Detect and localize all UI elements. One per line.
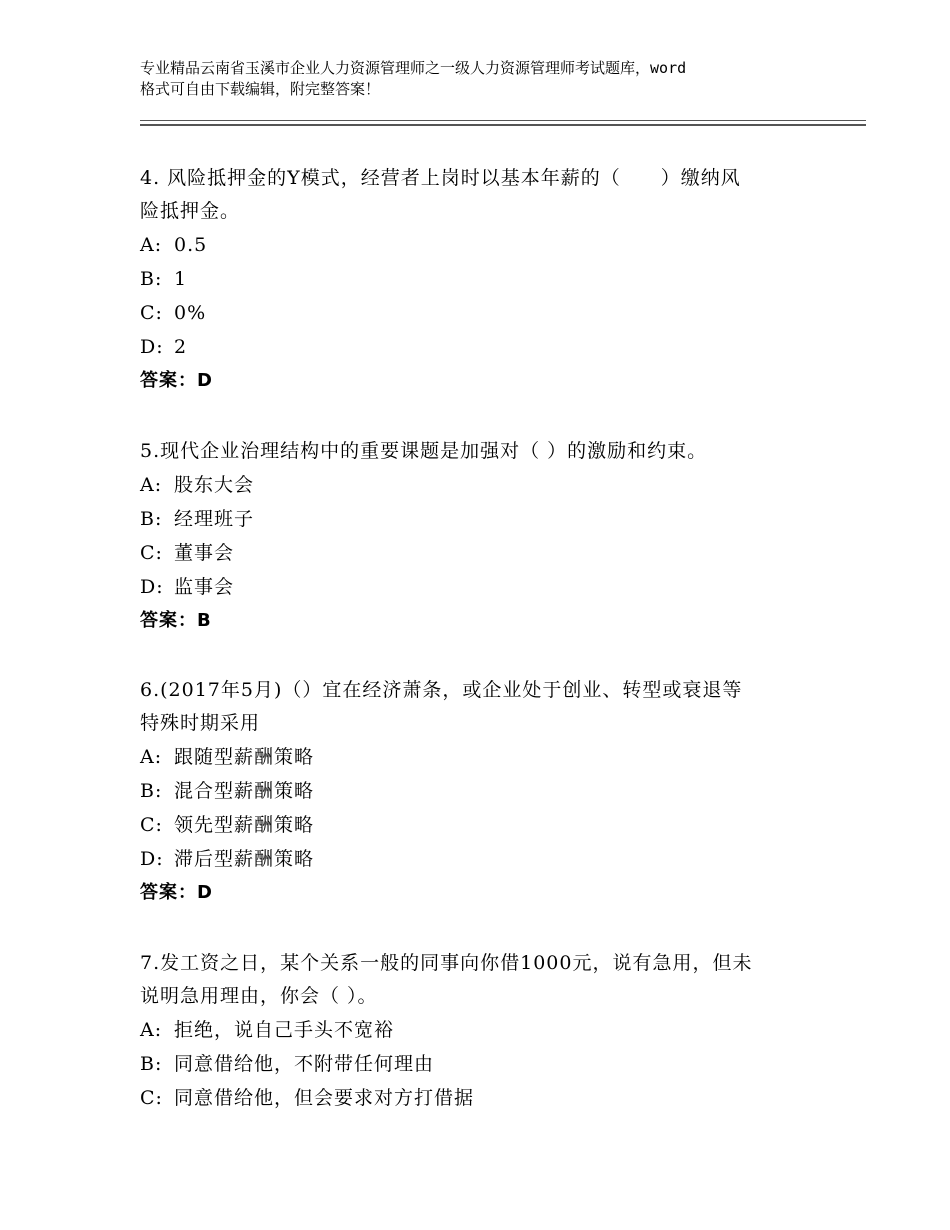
- option-a: [140, 228, 810, 262]
- option-text: 1: [174, 268, 188, 290]
- option-letter: C:: [140, 542, 163, 564]
- option-text: 股东大会: [174, 474, 255, 496]
- option-b: [140, 262, 810, 296]
- question-7: [140, 947, 810, 1115]
- option-text: 董事会: [174, 542, 235, 564]
- question-stem-line: 特殊时期采用: [140, 712, 261, 734]
- option-a: [140, 1013, 810, 1047]
- option-text: 0%: [174, 302, 207, 324]
- option-letter: C:: [140, 302, 163, 324]
- option-letter: B:: [140, 1053, 163, 1075]
- option-letter: B:: [140, 508, 163, 530]
- question-5: [140, 435, 810, 638]
- question-6: [140, 674, 810, 910]
- option-d: [140, 842, 810, 876]
- answer-label: 答案：D: [140, 882, 213, 903]
- option-letter: C:: [140, 1087, 163, 1109]
- option-letter: C:: [140, 814, 163, 836]
- option-text: 经理班子: [174, 508, 255, 530]
- option-letter: B:: [140, 780, 163, 802]
- option-d: [140, 570, 810, 604]
- option-c: [140, 808, 810, 842]
- option-letter: A:: [140, 746, 163, 768]
- option-d: [140, 330, 810, 364]
- option-letter: A:: [140, 1019, 163, 1041]
- question-stem-line: 4. 风险抵押金的Y模式，经营者上岗时以基本年薪的（ ）缴纳风: [140, 167, 741, 189]
- option-text: 混合型薪酬策略: [174, 780, 315, 802]
- option-text: 同意借给他，但会要求对方打借据: [174, 1087, 475, 1109]
- question-stem-line: 险抵押金。: [140, 200, 241, 222]
- answer-label: 答案：D: [140, 370, 213, 391]
- option-c: [140, 296, 810, 330]
- option-text: 跟随型薪酬策略: [174, 746, 315, 768]
- question-stem-line: 7.发工资之日，某个关系一般的同事向你借1000元，说有急用，但未: [140, 952, 753, 974]
- question-stem-line: 说明急用理由，你会（ ）。: [140, 985, 378, 1007]
- option-text: 0.5: [174, 234, 208, 256]
- option-letter: D:: [140, 848, 164, 870]
- option-letter: A:: [140, 234, 163, 256]
- answer-label: 答案：B: [140, 610, 212, 631]
- option-letter: D:: [140, 336, 164, 358]
- option-c: [140, 536, 810, 570]
- option-b: [140, 774, 810, 808]
- option-letter: B:: [140, 268, 163, 290]
- question-4: [140, 162, 810, 398]
- header-line-2: 格式可自由下载编辑，附完整答案！: [140, 80, 381, 98]
- option-text: 同意借给他，不附带任何理由: [174, 1053, 435, 1075]
- option-c: [140, 1081, 810, 1115]
- option-a: [140, 740, 810, 774]
- option-text: 拒绝，说自己手头不宽裕: [174, 1019, 395, 1041]
- option-b: [140, 1047, 810, 1081]
- option-a: [140, 468, 810, 502]
- option-letter: D:: [140, 576, 164, 598]
- document-header: [140, 58, 830, 100]
- header-divider-thick: [140, 124, 866, 126]
- header-line-1: 专业精品云南省玉溪市企业人力资源管理师之一级人力资源管理师考试题库，word: [140, 59, 687, 77]
- option-b: [140, 502, 810, 536]
- question-stem-line: 6.(2017年5月)（）宜在经济萧条，或企业处于创业、转型或衰退等: [140, 679, 743, 701]
- option-text: 监事会: [174, 576, 235, 598]
- question-stem-line: 5.现代企业治理结构中的重要课题是加强对（ ）的激励和约束。: [140, 440, 708, 462]
- header-divider-thin: [140, 120, 866, 121]
- option-text: 滞后型薪酬策略: [174, 848, 315, 870]
- option-text: 2: [174, 336, 188, 358]
- option-text: 领先型薪酬策略: [174, 814, 315, 836]
- option-letter: A:: [140, 474, 163, 496]
